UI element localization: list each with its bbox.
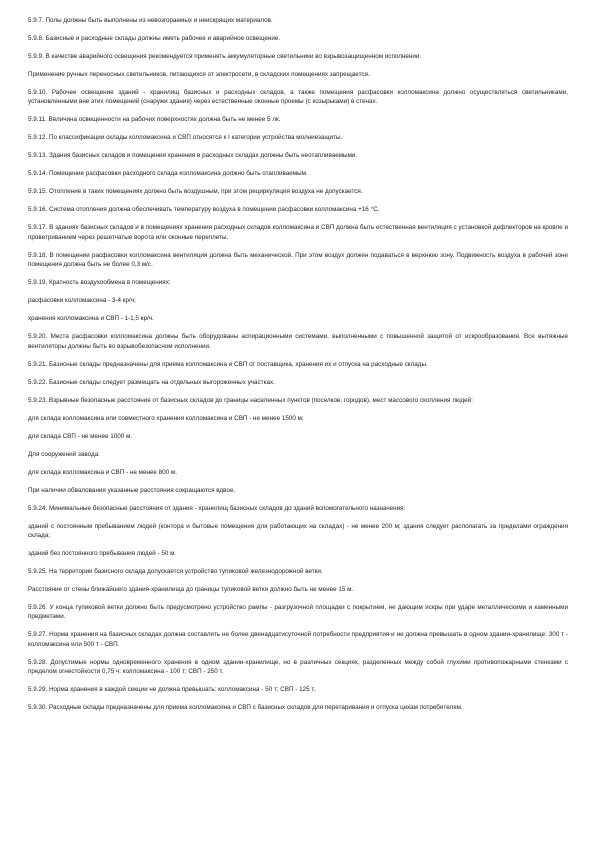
paragraph: 5.9.28. Допустимые нормы одновременного хранения в одном здании-хранилище, но в различных секциях, разделенных между собой глухими противопожарными стенками с пределом огнестойкости 0,75 ч: колломаксина - 100 т; СВП - 250 т. [28, 658, 568, 676]
paragraph: 5.9.14. Помещение расфасовки расходного склада колломаксина должно быть отапливаемым. [28, 170, 308, 178]
paragraph: Для сооружений завода: [28, 450, 100, 458]
paragraph: 5.9.17. В зданиях базисных складов и в помещениях хранения расходных складов колломаксина и СВП должна быть естественная вентиляция с установкой дефлекторов на кровле и проветриванием через решетчатые ворота или оконные переплеты. [28, 224, 568, 241]
paragraph: 5.9.12. По классификации склады колломаксина и СВП относятся к I категории устройства молниезащиты. [28, 134, 343, 142]
paragraph: 5.9.30. Расходные склады предназначены для приема колломаксина и СВП с базисных складов для перетаривания и отпуска цехам потребителям. [28, 704, 463, 712]
paragraph: для склада колломаксина или совместного хранения колломаксина и СВП - не менее 1500 м; [28, 414, 304, 422]
paragraph: Расстояние от стены ближайшего здания-хранилища до границы тупиковой ветки должно быть не менее 15 м. [28, 586, 354, 594]
paragraph: Применение ручных переносных светильников, питающихся от электросети, в складских помещениях запрещается. [28, 71, 370, 78]
paragraph: 5.9.26. У конца тупиковой ветки должно быть предусмотрено устройство рампы - разгрузочной площадки с покрытием, не дающим искры при ударе металлическими и каменными предметами. [28, 604, 568, 621]
paragraph: 5.9.13. Здания базисных складов и помещения хранения в расходных складах должны быть неотапливаемыми. [28, 152, 358, 160]
paragraph: 5.9.16. Система отопления должна обеспечивать температуру воздуха в помещении расфасовки колломаксина +16 °С. [28, 206, 380, 214]
paragraph: 5.9.7. Полы должны быть выполнены из невозгораемых и неискрящих материалов. [28, 17, 273, 24]
paragraph: 5.9.9. В качестве аварийного освещения рекомендуется применять аккумуляторные светильники во взрывозащищенном исполнении. [28, 53, 422, 60]
paragraph: 5.9.15. Отопление в таких помещениях должно быть воздушным, при этом рециркуляция воздуха не допускается. [28, 188, 363, 196]
paragraph: для склада СВП - не менее 1000 м. [28, 432, 133, 440]
paragraph: 5.9.18. В помещении расфасовки колломаксина вентиляция должна быть механической. При этом воздух должен подаваться в верхнюю зону. Подвижность воздуха в рабочей зоне помещения должна быть не более 0,3 м/с. [28, 251, 568, 269]
paragraph: 5.9.21. Базисные склады предназначены для приема колломаксина и СВП от поставщика, хранения их и отпуска на расходные склады. [28, 360, 428, 368]
paragraph: 5.9.22. Базисные склады следует размещать на отдельных выгороженных участках. [28, 378, 275, 386]
paragraph: 5.9.24. Минимальные безопасные расстояния от здания - хранилищ базисных складов до зданий вспомогательного назначения: [28, 504, 406, 512]
paragraph: 5.9.11. Величина освещенности на рабочих поверхностях должна быть не менее 5 лк. [28, 116, 281, 124]
paragraph: 5.9.29. Норма хранения в каждой секции не должна превышать: колломаксина - 50 т; СВП - 125 т. [28, 686, 316, 694]
paragraph: 5.9.10. Рабочее освещение зданий - хранилищ базисных и расходных складов, а также помещения расфасовки колломаксина должно осуществляться светильниками, установленными вне этих помещений (снаружи здания) через естественные оконные проемы (с козырьками) в стенах. [28, 89, 568, 106]
paragraph: 5.9.19. Кратность воздухообмена в помещениях: [28, 279, 171, 287]
paragraph: 5.9.25. На территории базисного склада допускается устройство тупиковой железнодорожной ветки. [28, 568, 323, 576]
paragraph: зданий без постоянного пребывания людей - 50 м. [28, 550, 177, 558]
paragraph: 5.9.27. Норма хранения на базисных складах должна составлять не более двенадцатисуточной потребности предприятия и не должна превышать в одном здании-хранилище: 300 т - колломаксина или 500 т - СВП. [28, 631, 568, 648]
paragraph: для склада колломаксина и СВП - не менее 800 м. [28, 468, 178, 476]
paragraph: 5.9.20. Места расфасовки колломаксина должны быть оборудованы аспирационными системами, выполненными с повышенной защитой от искрообразования. Все вытяжные вентиляторы должны быть во взрывобезопасном исполнении. [28, 333, 568, 350]
paragraph: зданий с постоянным пребыванием людей (контора и бытовые помещения для работающих на складах) - не менее 200 м; здания следует располагать за пределами ограждения склада; [28, 522, 568, 540]
paragraph: 5.9.23. Взрывные безопасные расстояния от базисных складов до границы населенных пунктов (поселков, городов), мест массового скопления людей: [28, 396, 473, 404]
document-body [28, 16, 568, 721]
paragraph: расфасовки колломаксина - 3-4 кр/ч; [28, 297, 136, 305]
paragraph: хранения колломаксина и СВП - 1-1,5 кр/ч. [28, 315, 154, 323]
paragraph: 5.9.8. Базисные и расходные склады должны иметь рабочее и аварийное освещение. [28, 35, 281, 42]
paragraph: При наличии обвалования указанные расстояния сокращаются вдвое. [28, 486, 236, 494]
